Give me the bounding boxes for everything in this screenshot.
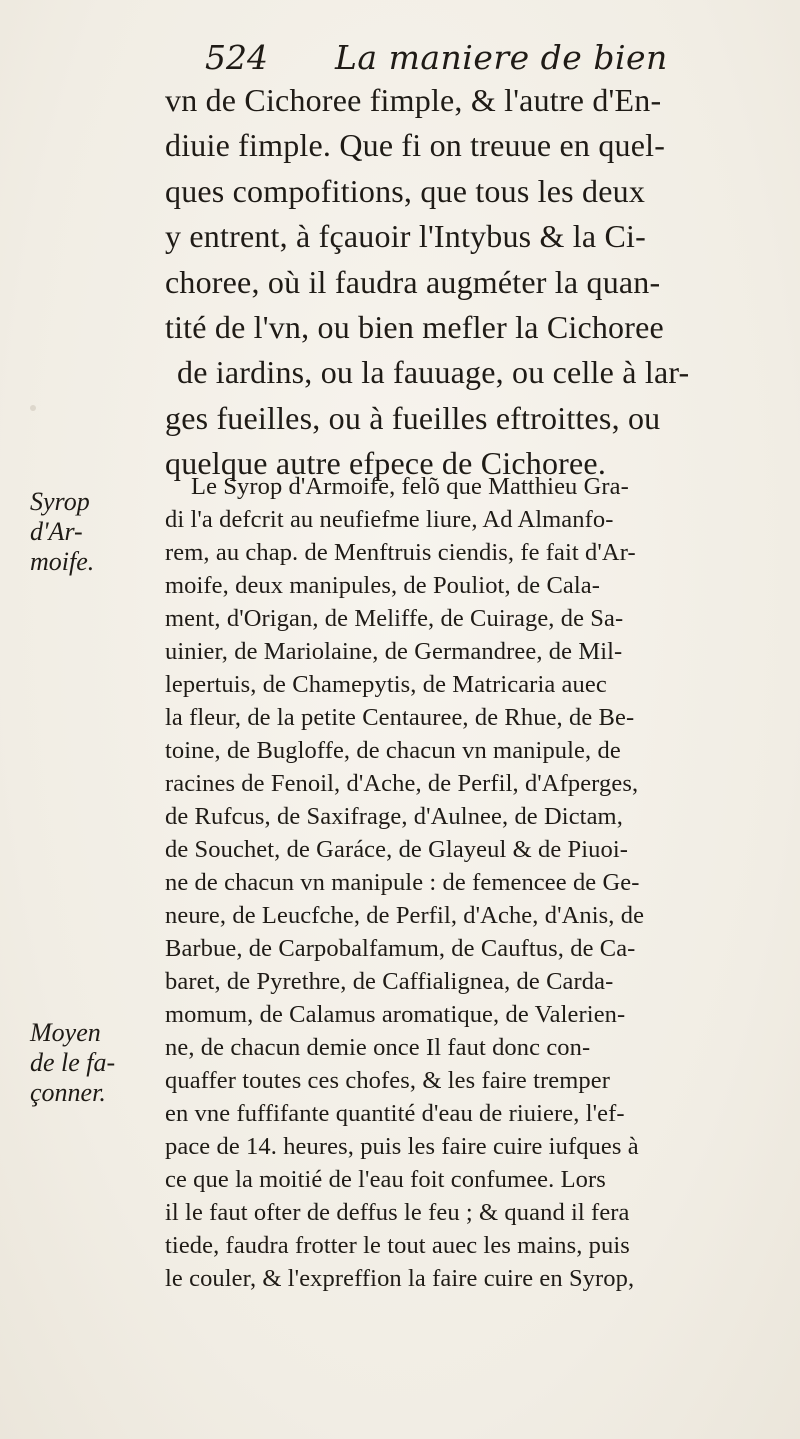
text-line: ment, d'Origan, de Meliffe, de Cuirage, de Sa- [165,605,624,632]
text-line: ges fueilles, ou à fueilles eftroittes, ou [165,399,661,436]
text-line: rem, au chap. de Menftruis ciendis, fe fait d'Ar- [165,539,636,566]
text-line: di l'a defcrit au neufiefme liure, Ad Almanfo- [165,506,614,533]
margin-note-line: Moyen [30,1018,101,1047]
text-line: toine, de Bugloffe, de chacun vn manipule, de [165,737,621,764]
paper-stain [30,405,36,411]
margin-note-moyen [30,1018,115,1108]
text-line: en vne fuffifante quantité d'eau de riuiere, l'ef- [165,1100,625,1127]
text-line: de iardins, ou la fauuage, ou celle à lar- [177,354,690,391]
running-title: La maniere de bien [335,38,668,77]
margin-note-line: moife. [30,547,95,576]
text-line: quaffer toutes ces chofes, & les faire tremper [165,1067,610,1094]
margin-note-line: Syrop [30,487,90,516]
text-line: diuie fimple. Que fi on treuue en quel- [165,127,666,164]
text-line: momum, de Calamus aromatique, de Valerien- [165,1001,626,1028]
text-line: quelque autre efpece de Cichoree. [165,445,607,482]
text-line: uinier, de Mariolaine, de Germandree, de Mil- [165,638,623,665]
text-line: y entrent, à fçauoir l'Intybus & la Ci- [165,218,646,255]
text-line: vn de Cichoree fimple, & l'autre d'En- [165,82,662,118]
text-line: baret, de Pyrethre, de Caffialignea, de Carda- [165,968,614,995]
margin-note-line: çonner. [30,1078,106,1107]
text-line: racines de Fenoil, d'Ache, de Perfil, d'Afperges, [165,770,639,797]
text-line: Le Syrop d'Armoife, felõ que Matthieu Gra- [191,473,629,500]
text-line: il le faut ofter de deffus le feu ; & quand il fera [165,1199,630,1226]
text-line: Barbue, de Carpobalfamum, de Cauftus, de Ca- [165,935,636,962]
text-line: moife, deux manipules, de Pouliot, de Cala- [165,572,600,599]
paragraph-continuation [165,78,790,487]
page-number: 524 [205,38,268,77]
margin-note-line: d'Ar- [30,517,83,546]
text-line: tiede, faudra frotter le tout auec les mains, puis [165,1232,630,1259]
text-line: le couler, & l'expreffion la faire cuire en Syrop, [165,1265,635,1292]
text-line: la fleur, de la petite Centauree, de Rhue, de Be- [165,704,635,731]
page-header [205,38,725,78]
text-line: ne de chacun vn manipule : de femencee de Ge- [165,869,640,896]
text-line: choree, où il faudra augméter la quan- [165,263,661,300]
text-line: pace de 14. heures, puis les faire cuire iufques à [165,1133,639,1160]
text-line: lepertuis, de Chamepytis, de Matricaria auec [165,671,607,698]
margin-note-syrop [30,487,94,577]
text-line: neure, de Leucfche, de Perfil, d'Ache, d'Anis, de [165,902,645,929]
text-line: ques compofitions, que tous les deux [165,172,646,209]
margin-note-line: de le fa- [30,1048,116,1077]
text-line: ce que la moitié de l'eau foit confumee. Lors [165,1166,606,1193]
text-line: ne, de chacun demie once Il faut donc con- [165,1034,591,1061]
text-line: tité de l'vn, ou bien mefler la Cichoree [165,309,664,346]
text-line: de Rufcus, de Saxifrage, d'Aulnee, de Dictam, [165,803,623,830]
text-line: de Souchet, de Garáce, de Glayeul & de Piuoi- [165,836,629,863]
paragraph-syrop-armoise [165,470,790,1295]
